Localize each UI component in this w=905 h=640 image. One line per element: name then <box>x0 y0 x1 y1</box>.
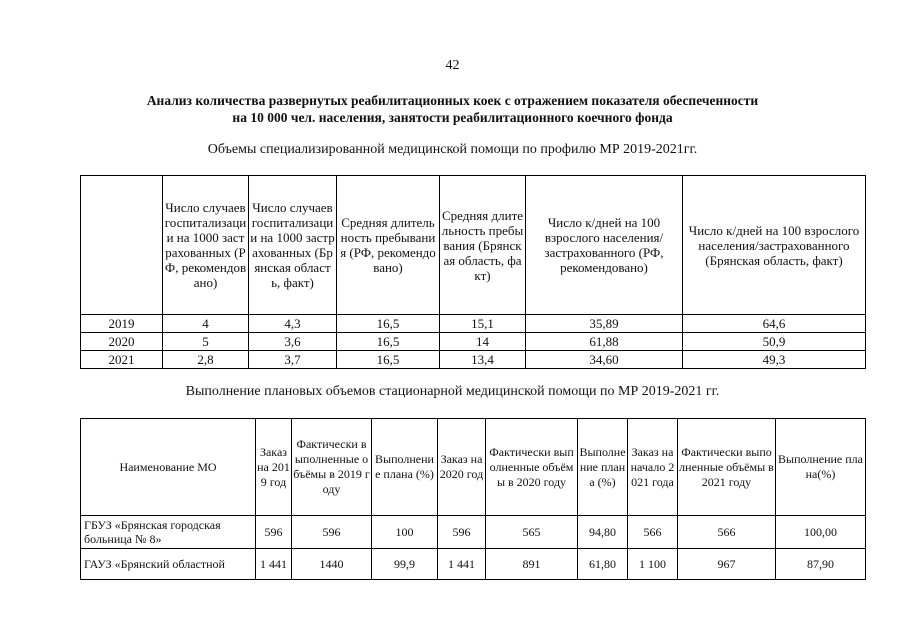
table-cell: 100,00 <box>776 516 866 549</box>
table-cell: 5 <box>163 333 249 351</box>
table-cell: 87,90 <box>776 549 866 580</box>
table2-header-cell: Заказ на 2019 год <box>256 419 292 516</box>
table-row <box>81 516 866 549</box>
table2-header-cell: Выполнение плана (%) <box>372 419 438 516</box>
table-cell: 1 100 <box>628 549 678 580</box>
table-cell: 14 <box>440 333 526 351</box>
table-cell: 3,7 <box>249 351 337 369</box>
table-cell: 64,6 <box>683 315 866 333</box>
table-cell: 566 <box>678 516 776 549</box>
table2-header-cell: Выполнение плана(%) <box>776 419 866 516</box>
table1-header-cell <box>81 176 163 315</box>
table-cell: 565 <box>486 516 578 549</box>
table-cell: 967 <box>678 549 776 580</box>
table-cell: 566 <box>628 516 678 549</box>
table-cell: 16,5 <box>337 333 440 351</box>
table2-header-cell: Фактически выполненные объёмы в 2020 году <box>486 419 578 516</box>
table-row <box>81 315 866 333</box>
table-cell: 2,8 <box>163 351 249 369</box>
table-cell: 15,1 <box>440 315 526 333</box>
table2-header-cell: Фактически выполненные объёмы в 2019 году <box>292 419 372 516</box>
table-cell: 1 441 <box>256 549 292 580</box>
table-row <box>81 333 866 351</box>
table-cell: 2021 <box>81 351 163 369</box>
volume-table <box>80 175 866 369</box>
table-cell: 99,9 <box>372 549 438 580</box>
table-cell: 94,80 <box>578 516 628 549</box>
table-cell: 49,3 <box>683 351 866 369</box>
table-cell: 4,3 <box>249 315 337 333</box>
table-cell: 2020 <box>81 333 163 351</box>
table-cell: 35,89 <box>526 315 683 333</box>
table1-header-row <box>81 176 866 315</box>
table2-caption: Выполнение плановых объемов стационарной медицинской помощи по МР 2019-2021 гг. <box>185 384 720 399</box>
mo-name-cell: ГАУЗ «Брянский областной <box>81 549 256 580</box>
plan-execution-table <box>80 418 866 580</box>
table1-header-cell: Число случаев госпитализации на 1000 застрахованных (РФ, рекомендовано) <box>163 176 249 315</box>
table-cell: 1 441 <box>438 549 486 580</box>
table2-header-cell: Выполнение плана (%) <box>578 419 628 516</box>
table-cell: 50,9 <box>683 333 866 351</box>
mo-name-cell: ГБУЗ «Брянская городская больница № 8» <box>81 516 256 549</box>
table2-header-row <box>81 419 866 516</box>
table1-header-cell: Число к/дней на 100 взрослого населения/застрахованного (РФ, рекомендовано) <box>526 176 683 315</box>
table-row <box>81 549 866 580</box>
table-cell: 891 <box>486 549 578 580</box>
table1-header-cell: Число случаев госпитализации на 1000 застрахованных (Брянская область, факт) <box>249 176 337 315</box>
table1-caption: Объемы специализированной медицинской помощи по профилю МР 2019-2021гг. <box>207 142 698 157</box>
table2-header-cell: Заказ на 2020 год <box>438 419 486 516</box>
table1-header-cell: Средняя длительность пребывания (Брянская область, факт) <box>440 176 526 315</box>
table2-header-cell: Фактически выполненные объёмы в 2021 году <box>678 419 776 516</box>
title-line-1: Анализ количества развернутых реабилитационных коек с отражением показателя обеспеченности <box>146 93 759 108</box>
table1-header-cell: Число к/дней на 100 взрослого населения/застрахованного (Брянская область, факт) <box>683 176 866 315</box>
table-cell: 34,60 <box>526 351 683 369</box>
table-row <box>81 351 866 369</box>
table-cell: 16,5 <box>337 351 440 369</box>
table-cell: 16,5 <box>337 315 440 333</box>
table-cell: 596 <box>292 516 372 549</box>
table1-header-cell: Средняя длительность пребывания (РФ, рекомендовано) <box>337 176 440 315</box>
table-cell: 100 <box>372 516 438 549</box>
table-cell: 61,88 <box>526 333 683 351</box>
document-title <box>60 92 845 126</box>
table-cell: 13,4 <box>440 351 526 369</box>
table2-header-cell: Заказ на начало 2021 года <box>628 419 678 516</box>
table2-header-cell: Наименование МО <box>81 419 256 516</box>
table-cell: 4 <box>163 315 249 333</box>
table-cell: 2019 <box>81 315 163 333</box>
table-cell: 596 <box>438 516 486 549</box>
table-cell: 61,80 <box>578 549 628 580</box>
table-cell: 596 <box>256 516 292 549</box>
page-number: 42 <box>445 58 460 73</box>
table-cell: 1440 <box>292 549 372 580</box>
title-line-2: на 10 000 чел. населения, занятости реабилитационного коечного фонда <box>232 110 673 125</box>
table-cell: 3,6 <box>249 333 337 351</box>
